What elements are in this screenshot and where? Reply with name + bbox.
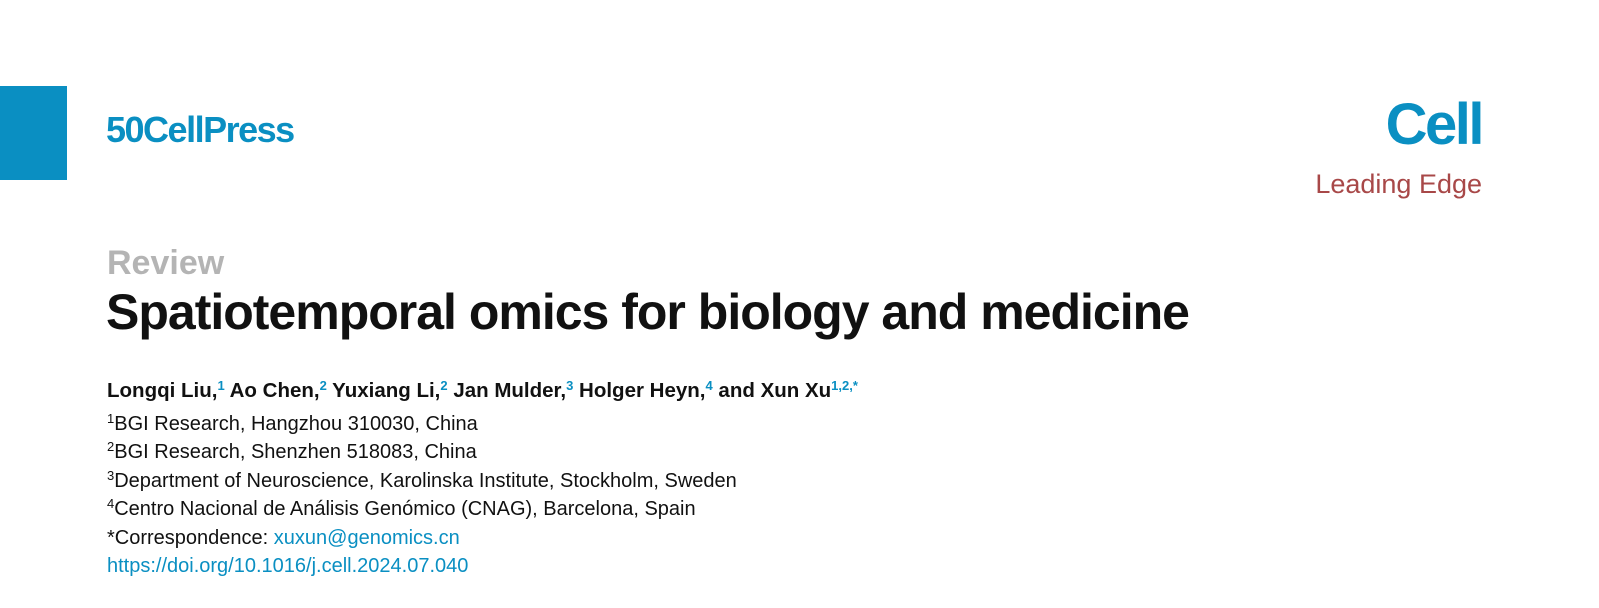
author-affiliation-ref[interactable]: 4	[705, 378, 713, 393]
author-affiliation-ref[interactable]: 2	[440, 378, 448, 393]
author-name: and Xun Xu	[718, 379, 832, 402]
author-name: Yuxiang Li,	[332, 379, 441, 402]
author-name: Ao Chen,	[229, 379, 320, 402]
affiliation-item	[107, 467, 737, 495]
journal-section: Leading Edge	[1315, 169, 1482, 199]
affiliation-number: 1	[107, 411, 115, 426]
author-affiliation-ref[interactable]: 3	[566, 378, 574, 393]
author-affiliation-ref[interactable]: 2	[319, 378, 327, 393]
journal-masthead	[1315, 92, 1482, 199]
author-affiliation-ref[interactable]: 1,2,*	[831, 378, 858, 393]
cellpress-logo[interactable]: 50CellPress	[106, 109, 294, 150]
affiliation-text: BGI Research, Shenzhen 518083, China	[114, 441, 477, 464]
doi-link[interactable]: https://doi.org/10.1016/j.cell.2024.07.040	[107, 555, 469, 578]
affiliation-item	[107, 410, 737, 438]
journal-name[interactable]: Cell	[1385, 92, 1482, 157]
affiliation-text: Centro Nacional de Análisis Genómico (CNAG), Barcelona, Spain	[114, 498, 696, 521]
correspondence-email-link[interactable]: xuxun@genomics.cn	[273, 526, 460, 549]
author-name: Jan Mulder,	[453, 379, 567, 402]
affiliation-item	[107, 495, 737, 523]
author-affiliation-ref[interactable]: 1	[217, 378, 225, 393]
correspondence-label: *Correspondence:	[107, 526, 269, 549]
affiliation-number: 3	[107, 467, 115, 483]
affiliation-list	[107, 410, 737, 580]
affiliation-text: Department of Neuroscience, Karolinska Institute, Stockholm, Sweden	[114, 469, 737, 492]
author-list	[107, 378, 858, 402]
correspondence	[107, 524, 737, 552]
affiliation-number: 2	[107, 439, 115, 455]
author-name: Longqi Liu,	[107, 379, 218, 402]
affiliation-number: 4	[107, 496, 115, 512]
article-title: Spatiotemporal omics for biology and medicine	[106, 284, 1189, 340]
affiliation-item	[107, 438, 737, 466]
author-name: Holger Heyn,	[579, 379, 706, 402]
accent-bar	[0, 86, 67, 180]
affiliation-text: BGI Research, Hangzhou 310030, China	[114, 413, 478, 435]
article-type: Review	[107, 244, 225, 282]
